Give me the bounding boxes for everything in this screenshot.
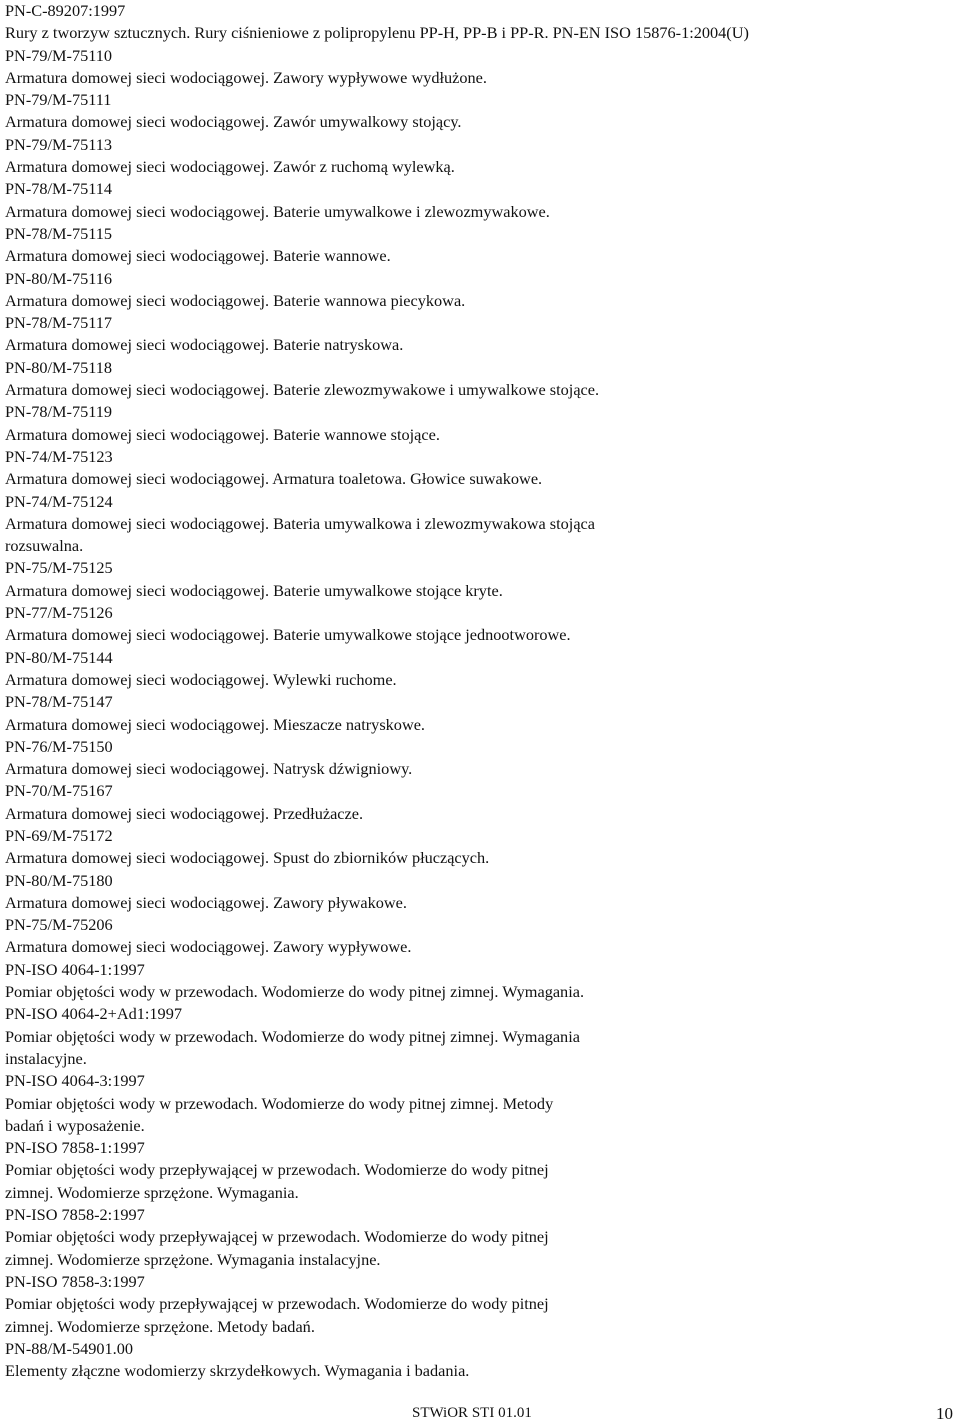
standard-code: PN-78/M-75115 xyxy=(5,223,113,243)
standard-code: PN-80/M-75180 xyxy=(5,870,113,890)
standard-code: PN-75/M-75125 xyxy=(5,558,113,578)
standard-code: PN-69/M-75172 xyxy=(5,825,113,845)
standard-title: instalacyjne. xyxy=(5,1048,87,1068)
standard-title: badań i wyposażenie. xyxy=(5,1115,145,1135)
standard-code: PN-78/M-75117 xyxy=(5,313,113,333)
standard-code: PN-78/M-75147 xyxy=(5,692,113,712)
standard-code: PN-78/M-75119 xyxy=(5,402,113,422)
standard-code: PN-79/M-75110 xyxy=(5,45,113,65)
standard-title: Armatura domowej sieci wodociągowej. Armatura toaletowa. Głowice suwakowe. xyxy=(5,469,543,489)
standard-code: PN-76/M-75150 xyxy=(5,736,113,756)
standard-code: PN-88/M-54901.00 xyxy=(5,1338,133,1358)
standard-title: Elementy złączne wodomierzy skrzydełkowych. Wymagania i badania. xyxy=(5,1361,470,1381)
standard-title: Armatura domowej sieci wodociągowej. Zawór z ruchomą wylewką. xyxy=(5,157,455,177)
standard-code: PN-80/M-75116 xyxy=(5,268,113,288)
standard-title: Armatura domowej sieci wodociągowej. Spust do zbiorników płuczących. xyxy=(5,848,490,868)
standard-code: PN-ISO 4064-1:1997 xyxy=(5,959,145,979)
standard-code: PN-79/M-75113 xyxy=(5,134,113,154)
standard-title: Pomiar objętości wody w przewodach. Wodomierze do wody pitnej zimnej. Wymagania. xyxy=(5,982,585,1002)
standard-code: PN-ISO 7858-3:1997 xyxy=(5,1271,145,1291)
standard-title: Armatura domowej sieci wodociągowej. Baterie umywalkowe stojące kryte. xyxy=(5,580,503,600)
standard-title: Armatura domowej sieci wodociągowej. Zawory wypływowe. xyxy=(5,937,412,957)
document-body xyxy=(5,0,945,1382)
standard-title: Armatura domowej sieci wodociągowej. Natrysk dźwigniowy. xyxy=(5,759,413,779)
standard-title: Armatura domowej sieci wodociągowej. Baterie wannowe stojące. xyxy=(5,424,440,444)
standard-code: PN-ISO 4064-2+Ad1:1997 xyxy=(5,1004,182,1024)
standard-title: rozsuwalna. xyxy=(5,536,84,556)
page-number: 10 xyxy=(936,1404,953,1423)
standard-title: zimnej. Wodomierze sprzężone. Wymagania instalacyjne. xyxy=(5,1249,381,1269)
footer-label: STWiOR STI 01.01 xyxy=(412,1405,532,1421)
standard-title: Pomiar objętości wody przepływającej w przewodach. Wodomierze do wody pitnej xyxy=(5,1160,549,1180)
standard-title: Armatura domowej sieci wodociągowej. Baterie zlewozmywakowe i umywalkowe stojące. xyxy=(5,380,600,400)
standard-title: zimnej. Wodomierze sprzężone. Metody badań. xyxy=(5,1316,315,1336)
standard-title: Armatura domowej sieci wodociągowej. Baterie natryskowa. xyxy=(5,335,404,355)
standard-title: Pomiar objętości wody przepływającej w przewodach. Wodomierze do wody pitnej xyxy=(5,1227,549,1247)
standard-code: PN-78/M-75114 xyxy=(5,179,113,199)
standard-code: PN-ISO 4064-3:1997 xyxy=(5,1071,145,1091)
standard-title: Armatura domowej sieci wodociągowej. Bateria umywalkowa i zlewozmywakowa stojąca xyxy=(5,513,595,533)
standard-title: Rury z tworzyw sztucznych. Rury ciśnieniowe z polipropylenu PP-H, PP-B i PP-R. PN-EN ISO 15876-1:2004(U) xyxy=(5,23,749,43)
standard-code: PN-80/M-75144 xyxy=(5,647,113,667)
standard-title: Armatura domowej sieci wodociągowej. Zawór umywalkowy stojący. xyxy=(5,112,462,132)
standard-title: zimnej. Wodomierze sprzężone. Wymagania. xyxy=(5,1182,299,1202)
standard-code: PN-79/M-75111 xyxy=(5,90,112,110)
standard-title: Armatura domowej sieci wodociągowej. Mieszacze natryskowe. xyxy=(5,714,425,734)
standard-code: PN-74/M-75124 xyxy=(5,491,113,511)
standard-title: Armatura domowej sieci wodociągowej. Baterie umywalkowe i zlewozmywakowe. xyxy=(5,201,550,221)
standard-code: PN-70/M-75167 xyxy=(5,781,113,801)
standard-title: Pomiar objętości wody w przewodach. Wodomierze do wody pitnej zimnej. Metody xyxy=(5,1093,554,1113)
standard-code: PN-ISO 7858-1:1997 xyxy=(5,1138,145,1158)
standard-title: Armatura domowej sieci wodociągowej. Baterie wannowe. xyxy=(5,246,391,266)
standard-title: Armatura domowej sieci wodociągowej. Baterie wannowa piecykowa. xyxy=(5,290,466,310)
standard-title: Armatura domowej sieci wodociągowej. Zawory wypływowe wydłużone. xyxy=(5,67,487,87)
standard-title: Armatura domowej sieci wodociągowej. Wylewki ruchome. xyxy=(5,669,397,689)
standard-code: PN-C-89207:1997 xyxy=(5,1,126,20)
standard-title: Armatura domowej sieci wodociągowej. Zawory pływakowe. xyxy=(5,892,407,912)
standard-title: Pomiar objętości wody w przewodach. Wodomierze do wody pitnej zimnej. Wymagania xyxy=(5,1026,580,1046)
standard-title: Pomiar objętości wody przepływającej w przewodach. Wodomierze do wody pitnej xyxy=(5,1294,549,1314)
standard-title: Armatura domowej sieci wodociągowej. Baterie umywalkowe stojące jednootworowe. xyxy=(5,625,571,645)
standard-code: PN-ISO 7858-2:1997 xyxy=(5,1205,145,1225)
standard-code: PN-74/M-75123 xyxy=(5,446,113,466)
standard-code: PN-77/M-75126 xyxy=(5,603,113,623)
standard-code: PN-75/M-75206 xyxy=(5,915,113,935)
standard-code: PN-80/M-75118 xyxy=(5,357,113,377)
standard-title: Armatura domowej sieci wodociągowej. Przedłużacze. xyxy=(5,803,364,823)
